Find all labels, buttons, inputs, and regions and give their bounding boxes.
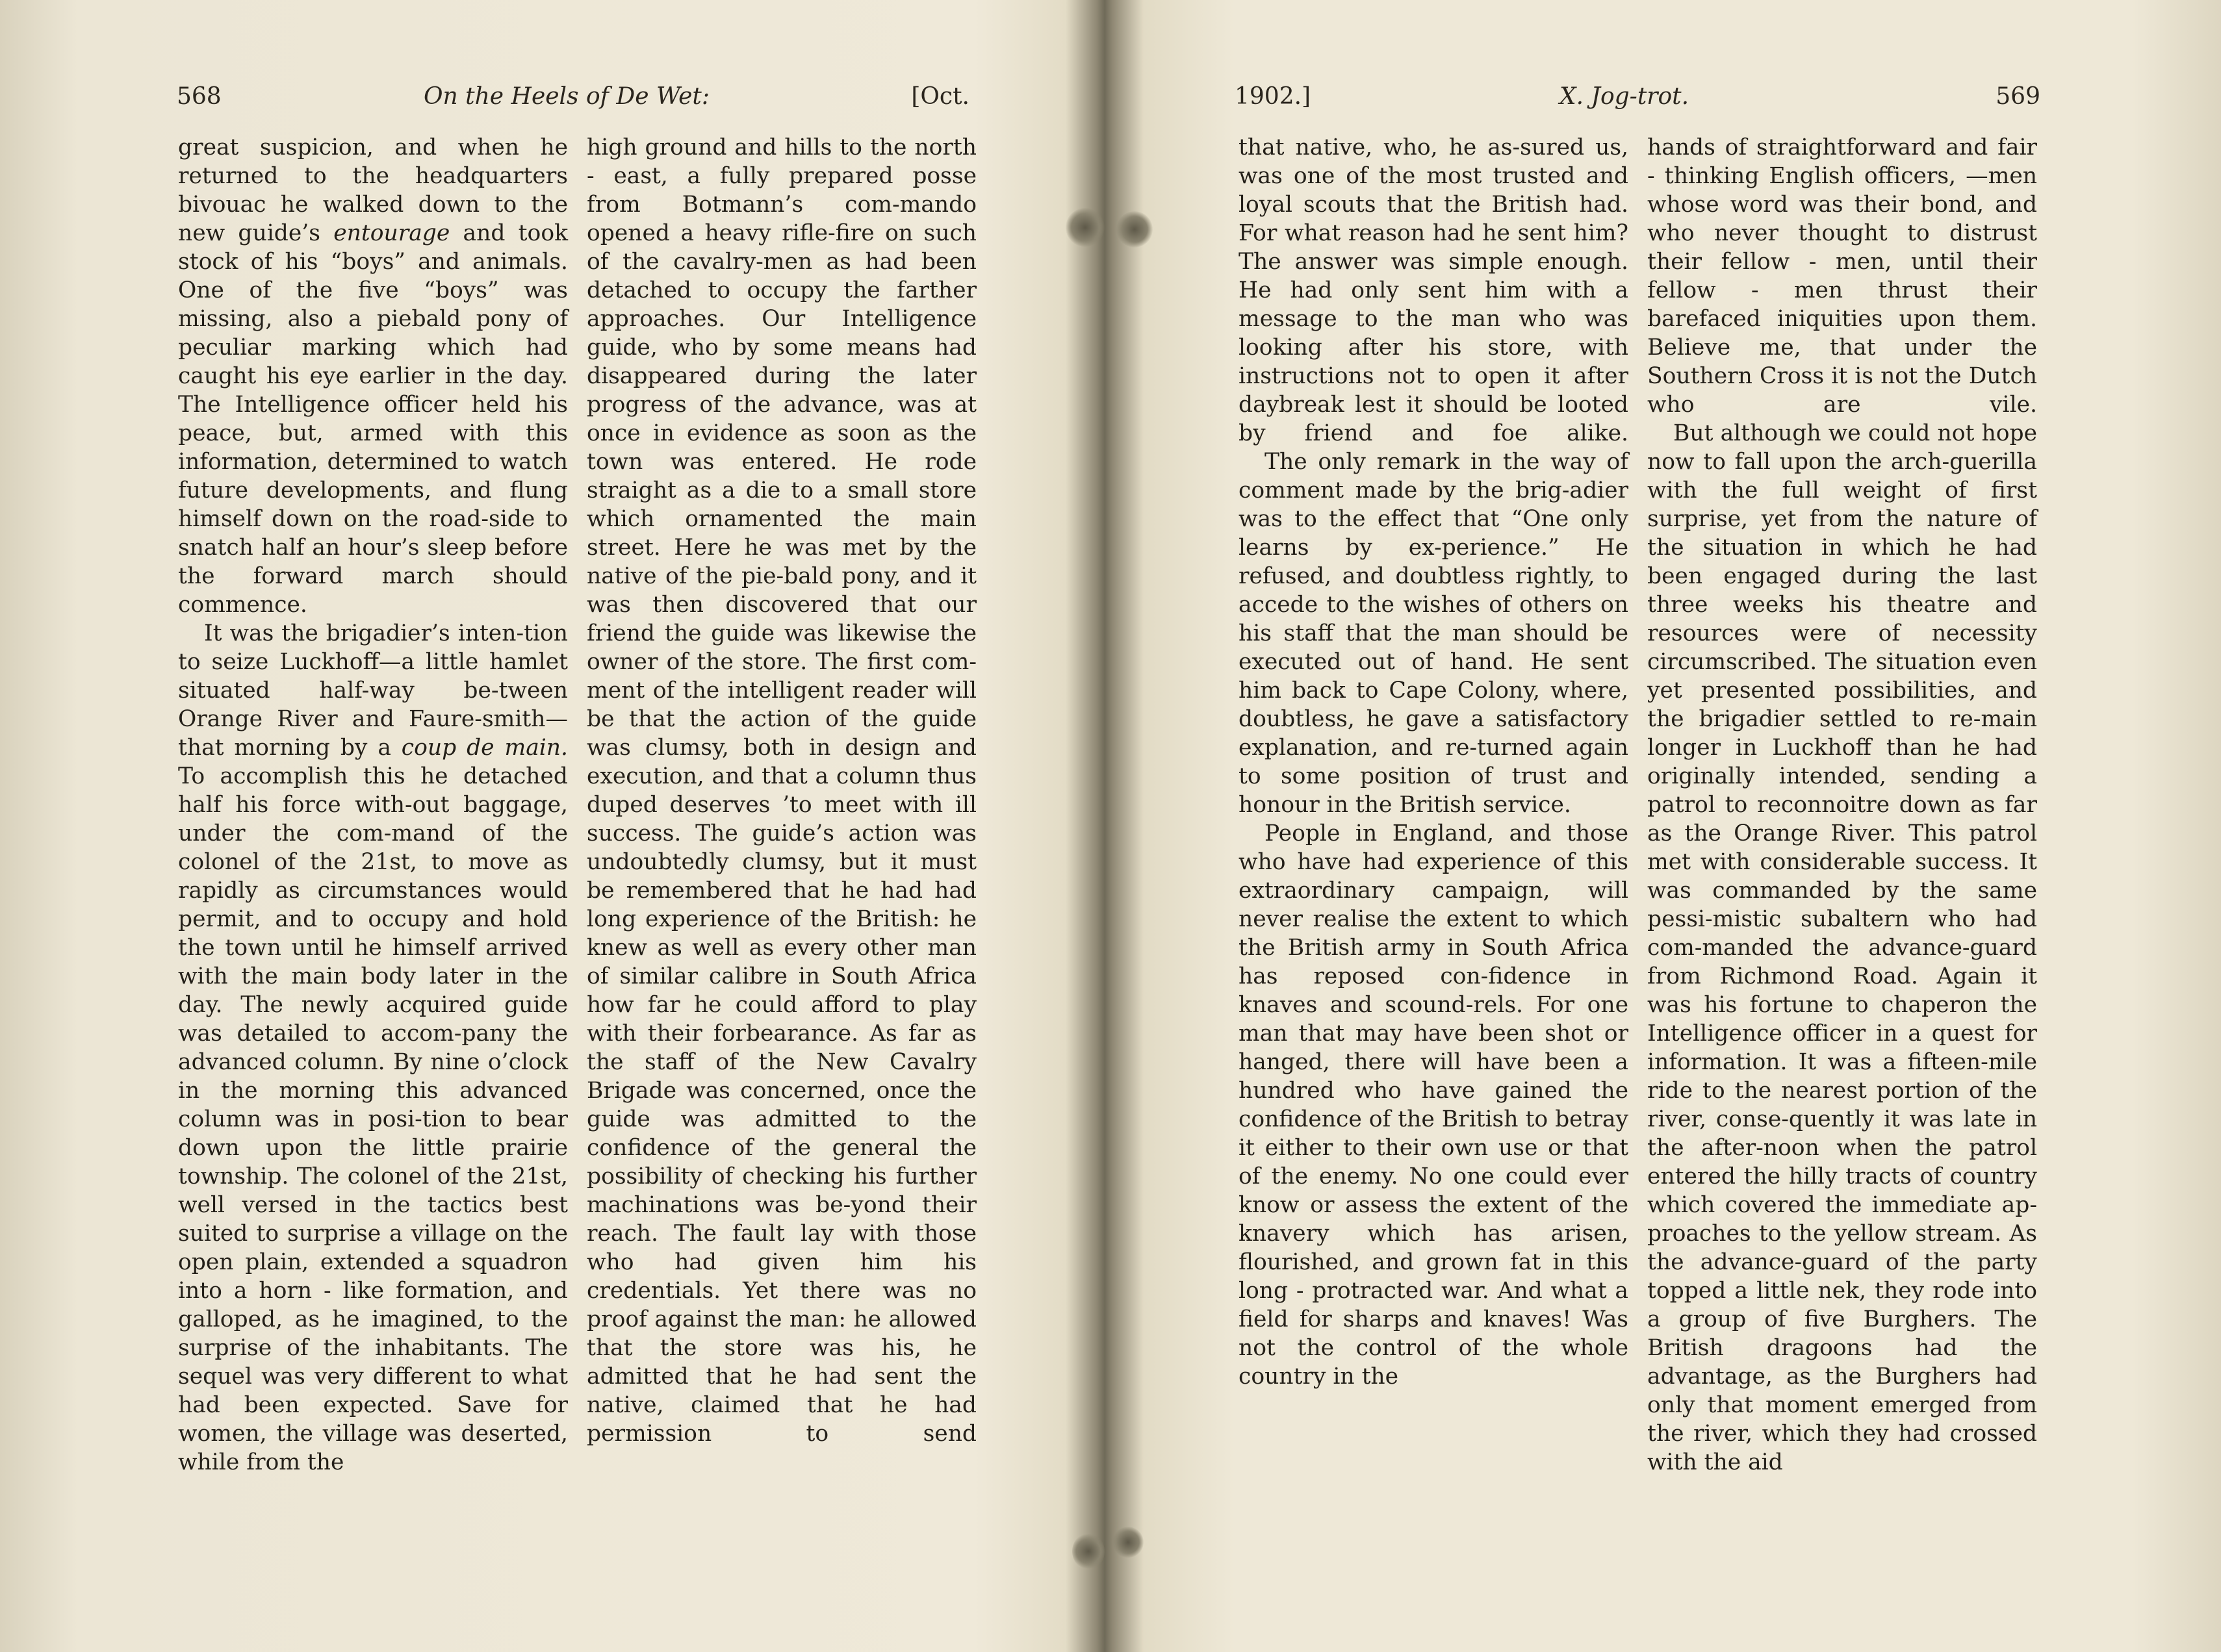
right-column-1 (1239, 133, 1628, 1391)
left-column-2 (587, 133, 977, 1448)
running-head: On the Heels of De Wet: (424, 83, 710, 110)
paragraph: People in England, and those who have had experience of this extraordinary campaign, will never realise the extent to which the British army in South Africa has reposed con-fidence in knaves and scound-rels. For one man that may have been shot or hanged, there will have been a hundred who have gained the confidence of the British to betray it either to their own use or that of the enemy. No one could ever know or assess the extent of the knavery which has arisen, flourished, and grown fat in this long - protracted war. And what a field for sharps and knaves! Was not the control of the whole country in the (1239, 820, 1628, 1390)
right-column-2 (1647, 133, 2037, 1477)
paragraph: great suspicion, and when he returned to the headquarters bivouac he walked down to the new guide’s entourage and took stock of his “boys” and animals. One of the five “boys” was missing, also a piebald pony of peculiar marking which had caught his eye earlier in the day. The Intelligence officer held his peace, but, armed with this information, determined to watch future developments, and flung himself down on the road-side to snatch half an hour’s sleep before the forward march should commence. (178, 134, 568, 618)
paragraph: It was the brigadier’s inten-tion to seize Luckhoff—a little hamlet situated half-way be-tween Orange River and Faure-smith—that morning by a coup de main. To accomplish this he detached half his force with-out baggage, under the com-mand of the colonel of the 21st, to move as rapidly as circumstances would permit, and to occupy and hold the town until he himself arrived with the main body later in the day. The newly acquired guide was detailed to accom-pany the advanced column. By nine o’clock in the morning this advanced column was in posi-tion to bear down upon the little prairie township. The colonel of the 21st, well versed in the tactics best suited to surprise a village on the open plain, extended a squadron into a horn - like formation, and galloped, as he imagined, to the surprise of the inhabitants. The sequel was very different to what had been expected. Save for women, the village was deserted, while from the (178, 620, 568, 1475)
running-date-mark: [Oct. (911, 83, 969, 110)
page-number: 569 (1996, 83, 2040, 110)
running-head: X. Jog-trot. (1560, 83, 1689, 110)
page-number: 568 (177, 83, 222, 110)
paragraph: high ground and hills to the north - east, a fully prepared posse from Botmann’s com-mando opened a heavy rifle-fire on such of the cavalry-men as had been detached to occupy the farther approaches. Our Intelligence guide, who by some means had disappeared during the later progress of the advance, was at once in evidence as soon as the town was entered. He rode straight as a die to a small store which ornamented the main street. Here he was met by the native of the pie-bald pony, and it was then discovered that our friend the guide was likewise the owner of the store. The first com-ment of the intelligent reader will be that the action of the guide was clumsy, both in design and execution, and that a column thus duped deserves ’to meet with ill success. The guide’s action was undoubtedly clumsy, but it must be remembered that he had had long experience of the British: he knew as well as every other man of similar calibre in South Africa how far he could afford to play with their forbearance. As far as the staff of the New Cavalry Brigade was concerned, once the guide was admitted to the confidence of the general the possibility of checking his further machinations was be-yond their reach. The fault lay with those who had given him his credentials. Yet there was no proof against the man: he allowed that the store was his, he admitted that he had sent the native, claimed that he had permission to send (587, 134, 977, 1447)
paragraph: that native, who, he as-sured us, was one of the most trusted and loyal scouts that the British had. For what reason had he sent him? The answer was simple enough. He had only sent him with a message to the man who was looking after his store, with instructions not to open it after daybreak lest it should be looted by friend and foe alike. (1239, 134, 1628, 446)
right-page (1111, 0, 2221, 1652)
paragraph: hands of straightforward and fair - thinking English officers, —men whose word was their bond, and who never thought to distrust their fellow - men, until their fellow - men thrust their barefaced iniquities upon them. Believe me, that under the Southern Cross it is not the Dutch who are vile. (1647, 134, 2037, 418)
left-column-1 (178, 133, 568, 1477)
paragraph: But although we could not hope now to fall upon the arch-guerilla with the full weight of first surprise, yet from the nature of the situation in which he had been engaged during the last three weeks his theatre and resources were of necessity circumscribed. The situation even yet presented possibilities, and the brigadier settled to re-main longer in Luckhoff than he had originally intended, sending a patrol to reconnoitre down as far as the Orange River. This patrol met with considerable success. It was commanded by the same pessi-mistic subaltern who had com-manded the advance-guard from Richmond Road. Again it was his fortune to chaperon the Intelligence officer in a quest for information. It was a fifteen-mile ride to the nearest portion of the river, conse-quently it was late in the after-noon when the patrol entered the hilly tracts of country which covered the immediate ap-proaches to the yellow stream. As the advance-guard of the party topped a little nek, they rode into a group of five Burghers. The British dragoons had the advantage, as the Burghers had only that moment emerged from the river, which they had crossed with the aid (1647, 420, 2037, 1475)
paragraph: The only remark in the way of comment made by the brig-adier was to the effect that “One only learns by ex-perience.” He refused, and doubtless rightly, to accede to the wishes of others on his staff that the man should be executed out of hand. He sent him back to Cape Colony, where, doubtless, he gave a satisfactory explanation, and re-turned again to some position of trust and honour in the British service. (1239, 449, 1628, 818)
left-page (0, 0, 1098, 1652)
running-date-mark: 1902.] (1235, 83, 1311, 110)
left-page-header (177, 83, 969, 122)
right-page-header (1235, 83, 2040, 122)
